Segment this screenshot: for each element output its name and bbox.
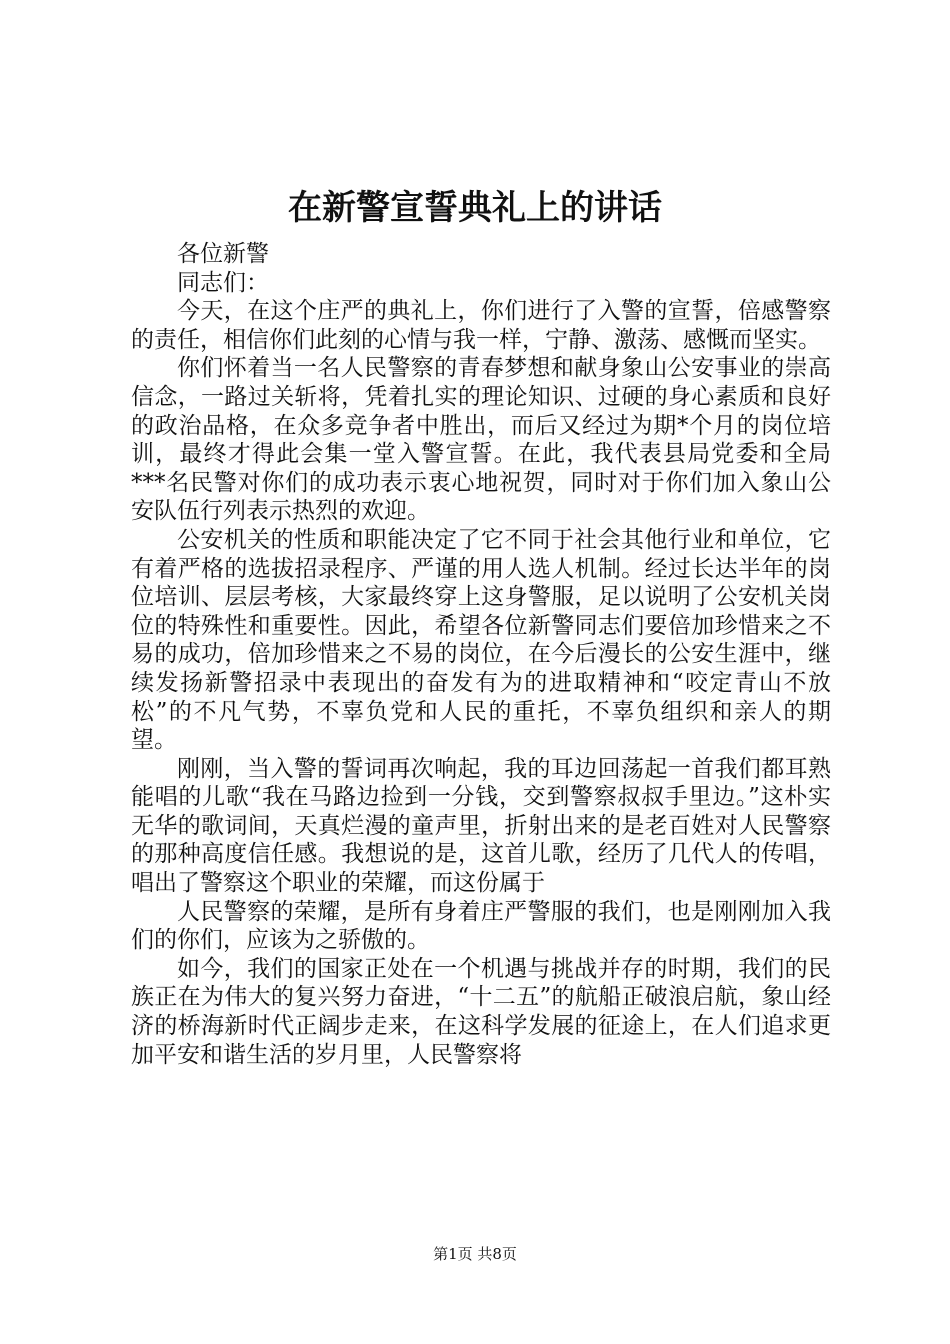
- document-body: [131, 240, 831, 1069]
- body-paragraph: 如今，我们的国家正处在一个机遇与挑战并存的时期，我们的民族正在为伟大的复兴努力奋进，“十二五”的航船正破浪启航，象山经济的桥海新时代正阔步走来，在这科学发展的征途上，在人们追求更加平安和谐生活的岁月里，人民警察将: [131, 955, 831, 1068]
- salutation-line: 各位新警: [177, 241, 269, 267]
- body-paragraph: 今天，在这个庄严的典礼上，你们进行了入警的宣誓，倍感警察的责任，相信你们此刻的心情与我一样，宁静、激荡、感慨而坚实。: [131, 298, 831, 353]
- salutation-line: 同志们：: [177, 269, 269, 296]
- body-paragraph: 公安机关的性质和职能决定了它不同于社会其他行业和单位，它有着严格的选拔招录程序、严谨的用人选人机制。经过长达半年的岗位培训、层层考核，大家最终穿上这身警服，足以说明了公安机关岗位的特殊性和重要性。因此，希望各位新警同志们要倍加珍惜来之不易的成功，倍加珍惜来之不易的岗位，在今后漫长的公安生涯中，继续发扬新警招录中表现出的奋发有为的进取精神和“咬定青山不放松”的不凡气势，不辜负党和人民的重托，不辜负组织和亲人的期望。: [131, 526, 831, 754]
- body-paragraph: 人民警察的荣耀，是所有身着庄严警服的我们，也是刚刚加入我们的你们，应该为之骄傲的。: [131, 898, 831, 954]
- page-footer: 第1页 共8页: [433, 1245, 517, 1263]
- body-paragraph: 你们怀着当一名人民警察的青春梦想和献身象山公安事业的崇高信念，一路过关斩将，凭着扎实的理论知识、过硬的身心素质和良好的政治品格，在众多竞争者中胜出，而后又经过为期*个月的岗位培训，最终才得此会集一堂入警宣誓。在此，我代表县局党委和全局***名民警对你们的成功表示衷心地祝贺，同时对于你们加入象山公安队伍行列表示热烈的欢迎。: [131, 355, 831, 525]
- body-paragraph: 刚刚，当入警的誓词再次响起，我的耳边回荡起一首我们都耳熟能唱的儿歌“我在马路边捡到一分钱，交到警察叔叔手里边。”这朴实无华的歌词间，天真烂漫的童声里，折射出来的是老百姓对人民警察的那种高度信任感。我想说的是，这首儿歌，经历了几代人的传唱，唱出了警察这个职业的荣耀，而这份属于: [131, 755, 831, 897]
- document-title: 在新警宣誓典礼上的讲话: [288, 188, 662, 228]
